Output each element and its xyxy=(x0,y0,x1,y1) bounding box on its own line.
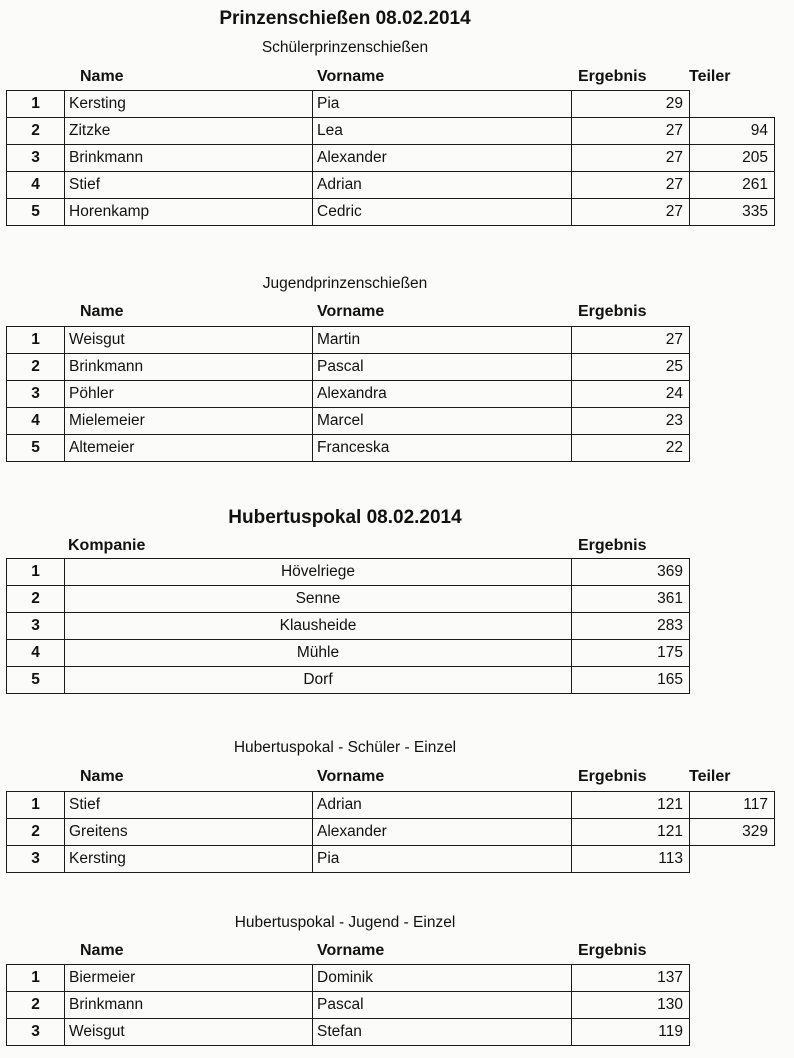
vorname-cell: Adrian xyxy=(313,792,572,819)
name-cell: Weisgut xyxy=(65,1019,313,1046)
rank-cell: 5 xyxy=(7,667,65,694)
vorname-cell: Alexander xyxy=(313,819,572,846)
rank-cell: 1 xyxy=(7,965,65,992)
name-cell: Stief xyxy=(65,792,313,819)
vorname-cell: Adrian xyxy=(313,172,572,199)
ergebnis-cell: 25 xyxy=(572,354,690,381)
table-row xyxy=(7,640,690,667)
rank-cell: 1 xyxy=(7,327,65,354)
vorname-cell: Dominik xyxy=(313,965,572,992)
table-row xyxy=(7,118,775,145)
table-row xyxy=(7,435,690,462)
rank-cell: 1 xyxy=(7,559,65,586)
table-row xyxy=(7,586,690,613)
ergebnis-cell: 121 xyxy=(572,792,690,819)
schueler-prinzen-subtitle: Schülerprinzenschießen xyxy=(261,39,429,56)
ergebnis-cell: 369 xyxy=(572,559,690,586)
kompanie-cell: Dorf xyxy=(65,667,572,694)
table-row xyxy=(7,381,690,408)
table-row xyxy=(7,819,775,846)
rank-cell: 2 xyxy=(7,118,65,145)
ergebnis-cell: 27 xyxy=(572,172,690,199)
col-header-vorname: Vorname xyxy=(317,942,385,959)
vorname-cell: Marcel xyxy=(313,408,572,435)
schueler-prinzen-table xyxy=(6,90,775,226)
teiler-cell: 261 xyxy=(690,172,775,199)
vorname-cell: Martin xyxy=(313,327,572,354)
rank-cell: 1 xyxy=(7,792,65,819)
rank-cell: 2 xyxy=(7,992,65,1019)
ergebnis-cell: 27 xyxy=(572,327,690,354)
rank-cell: 3 xyxy=(7,613,65,640)
teiler-cell: 329 xyxy=(690,819,775,846)
table-row xyxy=(7,327,690,354)
table-row xyxy=(7,559,690,586)
table-row xyxy=(7,1019,690,1046)
name-cell: Greitens xyxy=(65,819,313,846)
name-cell: Brinkmann xyxy=(65,992,313,1019)
col-header-name: Name xyxy=(80,68,124,85)
prinzen-title: Prinzenschießen 08.02.2014 xyxy=(219,8,471,29)
vorname-cell: Pascal xyxy=(313,354,572,381)
kompanie-cell: Senne xyxy=(65,586,572,613)
ergebnis-cell: 22 xyxy=(572,435,690,462)
teiler-cell: 94 xyxy=(690,118,775,145)
name-cell: Zitzke xyxy=(65,118,313,145)
ergebnis-cell: 130 xyxy=(572,992,690,1019)
kompanie-cell: Hövelriege xyxy=(65,559,572,586)
ergebnis-cell: 27 xyxy=(572,199,690,226)
vorname-cell: Cedric xyxy=(313,199,572,226)
name-cell: Pöhler xyxy=(65,381,313,408)
table-row xyxy=(7,613,690,640)
table-row xyxy=(7,199,775,226)
table-row xyxy=(7,992,690,1019)
name-cell: Biermeier xyxy=(65,965,313,992)
rank-cell: 4 xyxy=(7,408,65,435)
name-cell: Mielemeier xyxy=(65,408,313,435)
table-row xyxy=(7,91,775,118)
teiler-cell: 205 xyxy=(690,145,775,172)
jugend-prinzen-table xyxy=(6,326,690,462)
col-header-teiler: Teiler xyxy=(689,68,731,85)
ergebnis-cell: 119 xyxy=(572,1019,690,1046)
table-row xyxy=(7,145,775,172)
table-row xyxy=(7,965,690,992)
ergebnis-cell: 27 xyxy=(572,145,690,172)
col-header-vorname: Vorname xyxy=(317,303,385,320)
vorname-cell: Pascal xyxy=(313,992,572,1019)
name-cell: Brinkmann xyxy=(65,145,313,172)
rank-cell: 5 xyxy=(7,435,65,462)
rank-cell: 2 xyxy=(7,819,65,846)
schueler-einzel-table xyxy=(6,791,775,873)
ergebnis-cell: 361 xyxy=(572,586,690,613)
teiler-cell: 335 xyxy=(690,199,775,226)
ergebnis-cell: 137 xyxy=(572,965,690,992)
ergebnis-cell: 27 xyxy=(572,118,690,145)
teiler-cell xyxy=(690,846,775,873)
rank-cell: 1 xyxy=(7,91,65,118)
jugend-prinzen-subtitle: Jugendprinzenschießen xyxy=(262,275,428,292)
col-header-ergebnis: Ergebnis xyxy=(578,537,647,554)
teiler-cell xyxy=(690,91,775,118)
jugend-einzel-table xyxy=(6,964,690,1046)
teiler-cell: 117 xyxy=(690,792,775,819)
name-cell: Kersting xyxy=(65,846,313,873)
rank-cell: 3 xyxy=(7,145,65,172)
ergebnis-cell: 165 xyxy=(572,667,690,694)
vorname-cell: Lea xyxy=(313,118,572,145)
jugend-einzel-subtitle: Hubertuspokal - Jugend - Einzel xyxy=(234,914,456,931)
name-cell: Horenkamp xyxy=(65,199,313,226)
ergebnis-cell: 24 xyxy=(572,381,690,408)
ergebnis-cell: 29 xyxy=(572,91,690,118)
vorname-cell: Alexander xyxy=(313,145,572,172)
col-header-name: Name xyxy=(80,303,124,320)
name-cell: Kersting xyxy=(65,91,313,118)
col-header-vorname: Vorname xyxy=(317,68,385,85)
rank-cell: 2 xyxy=(7,354,65,381)
vorname-cell: Alexandra xyxy=(313,381,572,408)
ergebnis-cell: 175 xyxy=(572,640,690,667)
col-header-teiler: Teiler xyxy=(689,768,731,785)
name-cell: Weisgut xyxy=(65,327,313,354)
table-row xyxy=(7,846,775,873)
schueler-einzel-subtitle: Hubertuspokal - Schüler - Einzel xyxy=(233,739,457,756)
rank-cell: 3 xyxy=(7,381,65,408)
col-header-ergebnis: Ergebnis xyxy=(578,68,647,85)
rank-cell: 4 xyxy=(7,640,65,667)
ergebnis-cell: 113 xyxy=(572,846,690,873)
vorname-cell: Franceska xyxy=(313,435,572,462)
rank-cell: 4 xyxy=(7,172,65,199)
ergebnis-cell: 23 xyxy=(572,408,690,435)
vorname-cell: Pia xyxy=(313,91,572,118)
col-header-kompanie: Kompanie xyxy=(68,537,146,554)
vorname-cell: Pia xyxy=(313,846,572,873)
hubertus-title: Hubertuspokal 08.02.2014 xyxy=(228,507,462,528)
rank-cell: 3 xyxy=(7,846,65,873)
col-header-vorname: Vorname xyxy=(317,768,385,785)
vorname-cell: Stefan xyxy=(313,1019,572,1046)
col-header-name: Name xyxy=(80,942,124,959)
table-row xyxy=(7,792,775,819)
table-row xyxy=(7,172,775,199)
col-header-ergebnis: Ergebnis xyxy=(578,942,647,959)
ergebnis-cell: 283 xyxy=(572,613,690,640)
ergebnis-cell: 121 xyxy=(572,819,690,846)
table-row xyxy=(7,408,690,435)
kompanie-table xyxy=(6,558,690,694)
col-header-name: Name xyxy=(80,768,124,785)
name-cell: Stief xyxy=(65,172,313,199)
table-row xyxy=(7,667,690,694)
rank-cell: 5 xyxy=(7,199,65,226)
kompanie-cell: Klausheide xyxy=(65,613,572,640)
rank-cell: 3 xyxy=(7,1019,65,1046)
name-cell: Altemeier xyxy=(65,435,313,462)
col-header-ergebnis: Ergebnis xyxy=(578,303,647,320)
table-row xyxy=(7,354,690,381)
name-cell: Brinkmann xyxy=(65,354,313,381)
col-header-ergebnis: Ergebnis xyxy=(578,768,647,785)
kompanie-cell: Mühle xyxy=(65,640,572,667)
rank-cell: 2 xyxy=(7,586,65,613)
